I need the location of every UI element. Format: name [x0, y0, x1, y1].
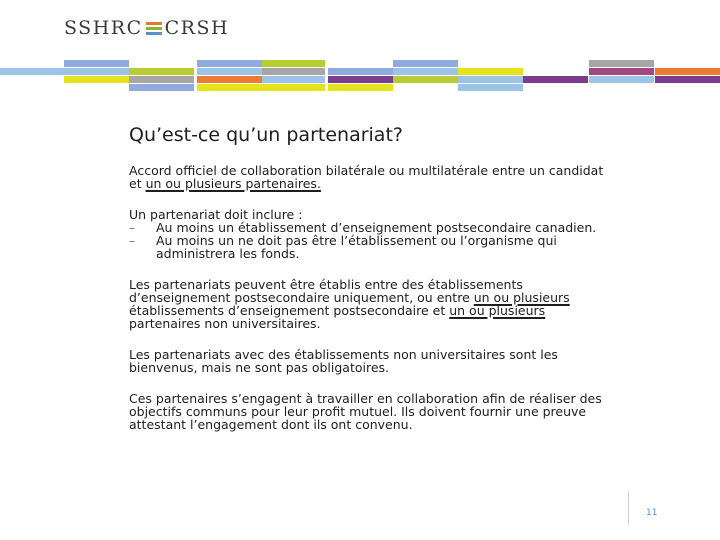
logo-sshrc-text: SSHRC	[64, 17, 143, 39]
footer-divider	[628, 491, 629, 525]
list-item-text: Au moins un ne doit pas être l’établissement ou l’organisme qui administrera les fonds.	[156, 233, 557, 261]
paragraph-text: établissements d’enseignement postsecondaire et	[129, 303, 450, 318]
decorative-color-band	[0, 60, 720, 94]
requirements-list	[129, 208, 619, 260]
requirements-intro: Un partenariat doit inclure :	[129, 207, 303, 222]
list-item-text: Au moins un établissement d’enseignement postsecondaire canadien.	[156, 220, 597, 235]
underlined-phrase: un ou plusieurs	[473, 290, 570, 305]
dash-bullet-icon: –	[129, 233, 136, 248]
slide-content	[129, 124, 619, 449]
paragraph-commitment: Ces partenaires s’engagent à travailler en collaboration afin de réaliser des objectifs communs pour leur profit mutuel. Ils doivent fournir une preuve attestant l’engagement dont ils ont convenu.	[129, 391, 602, 432]
paragraph-non-university: Les partenariats avec des établissements non universitaires sont les bienvenus, mais ne sont pas obligatoires.	[129, 347, 558, 375]
logo-crsh-text: CRSH	[164, 17, 230, 39]
list-item	[129, 234, 619, 260]
paragraph-definition	[129, 164, 619, 190]
logo-mark-icon	[146, 21, 162, 36]
underlined-phrase: un ou plusieurs	[449, 303, 546, 318]
sshrc-crsh-logo	[64, 17, 229, 39]
slide-title: Qu’est-ce qu’un partenariat?	[129, 124, 403, 146]
paragraph-text: partenaires non universitaires.	[129, 316, 321, 331]
dash-bullet-icon: –	[129, 220, 136, 235]
paragraph-text: Les partenariats peuvent être établis entre des établissements d’enseignement postsecondaire uniquement, ou entre	[129, 277, 523, 305]
underlined-phrase: un ou plusieurs partenaires.	[145, 176, 321, 191]
paragraph-establishments	[129, 278, 619, 330]
paragraph-definition-text: Accord officiel de collaboration bilatérale ou multilatérale entre un candidat et	[129, 163, 604, 191]
page-number: 11	[646, 508, 658, 518]
